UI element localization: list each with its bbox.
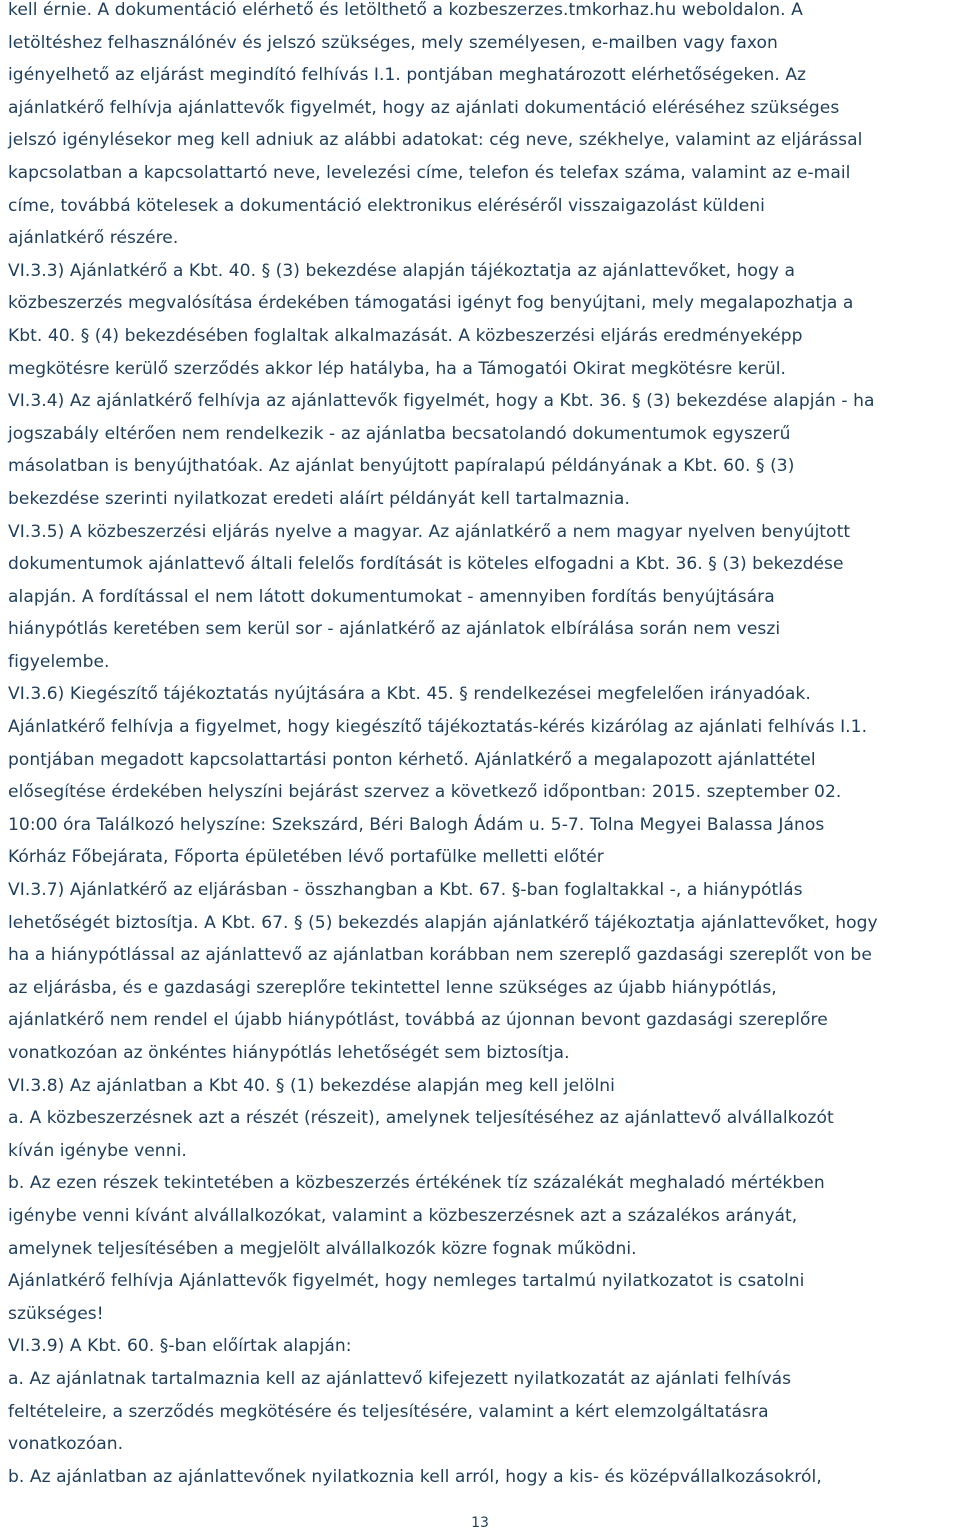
text-line: igénybe venni kívánt alvállalkozókat, valamint a közbeszerzésnek azt a százalékos arányát, xyxy=(8,1205,798,1226)
text-line: ajánlatkérő felhívja ajánlattevők figyelmét, hogy az ajánlati dokumentáció eléréséhez szükséges xyxy=(8,97,840,118)
text-line: lehetőségét biztosítja. A Kbt. 67. § (5) bekezdés alapján ajánlatkérő tájékoztatja ajánlattevőket, hogy xyxy=(8,912,878,933)
text-line: a. A közbeszerzésnek azt a részét (részeit), amelynek teljesítéséhez az ajánlattevő alvállalkozót xyxy=(8,1108,834,1129)
text-line: ajánlatkérő nem rendel el újabb hiánypótlást, továbbá az újonnan bevont gazdasági szereplőre xyxy=(8,1010,828,1031)
text-line: kapcsolatban a kapcsolattartó neve, levelezési címe, telefon és telefax száma, valamint az e-mail xyxy=(8,162,851,183)
text-line: figyelembe. xyxy=(8,651,110,672)
text-line: Ajánlatkérő felhívja Ajánlattevők figyelmét, hogy nemleges tartalmú nyilatkozatot is csatolni xyxy=(8,1271,805,1292)
page-number: 13 xyxy=(471,1515,489,1531)
text-line: VI.3.5) A közbeszerzési eljárás nyelve a magyar. Az ajánlatkérő a nem magyar nyelven benyújtott xyxy=(8,521,851,542)
text-line: kell érnie. A dokumentáció elérhető és letölthető a kozbeszerzes.tmkorhaz.hu weboldalon. A xyxy=(8,0,803,20)
text-line: b. Az ezen részek tekintetében a közbeszerzés értékének tíz százalékát meghaladó mértékben xyxy=(8,1173,825,1194)
text-line: amelynek teljesítésében a megjelölt alvállalkozók közre fognak működni. xyxy=(8,1238,637,1259)
text-line: alapján. A fordítással el nem látott dokumentumokat - amennyiben fordítás benyújtására xyxy=(8,586,775,607)
text-line: megkötésre kerülő szerződés akkor lép hatályba, ha a Támogatói Okirat megkötésre kerül. xyxy=(8,358,786,379)
text-line: 10:00 óra Találkozó helyszíne: Szekszárd, Béri Balogh Ádám u. 5-7. Tolna Megyei Balassa János xyxy=(8,814,825,835)
text-line: bekezdése szerinti nyilatkozat eredeti aláírt példányát kell tartalmaznia. xyxy=(8,488,630,509)
text-line: jelszó igénylésekor meg kell adniuk az alábbi adatokat: cég neve, székhelye, valamint az eljárással xyxy=(8,130,863,151)
text-line: letöltéshez felhasználónév és jelszó szükséges, mely személyesen, e-mailben vagy faxon xyxy=(8,32,778,53)
text-line: kíván igénybe venni. xyxy=(8,1140,187,1161)
text-line: VI.3.3) Ajánlatkérő a Kbt. 40. § (3) bekezdése alapján tájékoztatja az ajánlattevőket, hogy a xyxy=(8,260,796,281)
text-line: igényelhető az eljárást megindító felhívás I.1. pontjában meghatározott elérhetőségeken. Az xyxy=(8,65,807,86)
text-line: hiánypótlás keretében sem kerül sor - ajánlatkérő az ajánlatok elbírálása során nem veszi xyxy=(8,619,781,640)
text-line: elősegítése érdekében helyszíni bejárást szervez a következő időpontban: 2015. szeptember 02. xyxy=(8,782,842,803)
text-line: a. Az ajánlatnak tartalmaznia kell az ajánlattevő kifejezett nyilatkozatát az ajánlati felhívás xyxy=(8,1368,792,1389)
text-line: VI.3.6) Kiegészítő tájékoztatás nyújtására a Kbt. 45. § rendelkezései megfelelően irányadóak. xyxy=(8,684,811,705)
text-line: jogszabály eltérően nem rendelkezik - az ajánlatba becsatolandó dokumentumok egyszerű xyxy=(8,423,791,444)
text-line: vonatkozóan. xyxy=(8,1434,124,1455)
text-line: Ajánlatkérő felhívja a figyelmet, hogy kiegészítő tájékoztatás-kérés kizárólag az ajánlati felhívás I.1. xyxy=(8,717,868,738)
text-line: b. Az ajánlatban az ajánlattevőnek nyilatkoznia kell arról, hogy a kis- és középvállalkozásokról, xyxy=(8,1466,822,1487)
text-line: Kbt. 40. § (4) bekezdésében foglaltak alkalmazását. A közbeszerzési eljárás eredményeképp xyxy=(8,325,803,346)
text-line: dokumentumok ajánlattevő általi felelős fordítását is köteles elfogadni a Kbt. 36. § (3) bekezdése xyxy=(8,554,844,575)
text-line: pontjában megadott kapcsolattartási ponton kérhető. Ajánlatkérő a megalapozott ajánlattétel xyxy=(8,749,816,770)
body-text xyxy=(8,0,956,1493)
text-line: az eljárásba, és e gazdasági szereplőre tekintettel lenne szükséges az újabb hiánypótlás, xyxy=(8,977,777,998)
text-line: címe, továbbá kötelesek a dokumentáció elektronikus eléréséről visszaigazolást küldeni xyxy=(8,195,765,216)
text-line: közbeszerzés megvalósítása érdekében támogatási igényt fog benyújtani, mely megalapozhatja a xyxy=(8,293,854,314)
text-line: VI.3.8) Az ajánlatban a Kbt 40. § (1) bekezdése alapján meg kell jelölni xyxy=(8,1075,615,1096)
text-line: VI.3.7) Ajánlatkérő az eljárásban - összhangban a Kbt. 67. §-ban foglaltakkal -, a hiánypótlás xyxy=(8,880,803,901)
text-line: Kórház Főbejárata, Főporta épületében lévő portafülke melletti előtér xyxy=(8,847,604,868)
text-line: ha a hiánypótlással az ajánlattevő az ajánlatban korábban nem szereplő gazdasági szereplőt von be xyxy=(8,945,872,966)
text-line: ajánlatkérő részére. xyxy=(8,228,179,249)
text-line: VI.3.4) Az ajánlatkérő felhívja az ajánlattevők figyelmét, hogy a Kbt. 36. § (3) bekezdése alapján - ha xyxy=(8,391,875,412)
text-line: feltételeire, a szerződés megkötésére és teljesítésére, valamint a kért elemzolgáltatásra xyxy=(8,1401,769,1422)
text-line: szükséges! xyxy=(8,1303,104,1324)
text-line: VI.3.9) A Kbt. 60. §-ban előírtak alapján: xyxy=(8,1336,352,1357)
text-line: vonatkozóan az önkéntes hiánypótlás lehetőségét sem biztosítja. xyxy=(8,1043,570,1063)
text-line: másolatban is benyújthatóak. Az ajánlat benyújtott papíralapú példányának a Kbt. 60. § (3) xyxy=(8,456,795,477)
